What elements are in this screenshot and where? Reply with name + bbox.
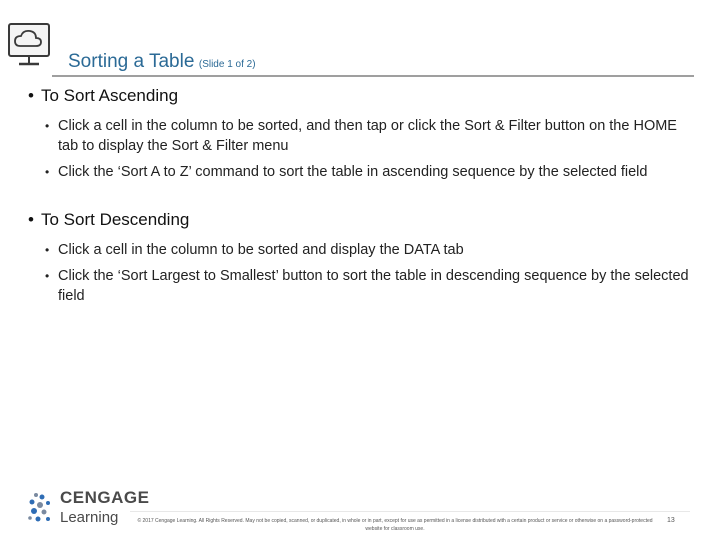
copyright-notice: © 2017 Cengage Learning. All Rights Reserved. May not be copied, scanned, or duplicated, in whole or in part, except for use as permitted in a license distributed with a certain product or service or otherwise on a password-protected website for classroom use. [137,518,653,532]
bullet-icon: • [45,119,50,133]
list-item: • Click a cell in the column to be sorted and display the DATA tab [45,242,464,258]
list-item: • Click a cell in the column to be sorted, and then tap or click the Sort & Filter button on the HOME tab to display the Sort & Filter menu [45,118,677,154]
title-divider [52,75,694,77]
bullet-icon: • [28,210,34,229]
cloud-monitor-icon [6,18,56,72]
title-text: Sorting a Table [68,51,195,72]
slide-body [28,86,700,306]
slide-number: 13 [667,517,675,524]
title-subtitle: (Slide 1 of 2) [198,59,256,70]
list-item: • Click the ‘Sort A to Z’ command to sort the table in ascending sequence by the selected field [45,164,648,180]
logo-text: CENGAGE [60,488,150,507]
footer-divider [130,511,690,512]
section-heading: • To Sort Descending [28,210,190,229]
logo-subtext: Learning [60,509,119,526]
bullet-icon: • [45,165,50,179]
bullet-icon: • [28,86,34,105]
bullet-icon: • [45,269,50,283]
list-item: • Click the ‘Sort Largest to Smallest’ button to sort the table in descending sequence by the selected field [45,268,689,304]
bullet-icon: • [45,243,50,257]
section-heading: • To Sort Ascending [28,86,179,105]
page-title [68,51,256,73]
